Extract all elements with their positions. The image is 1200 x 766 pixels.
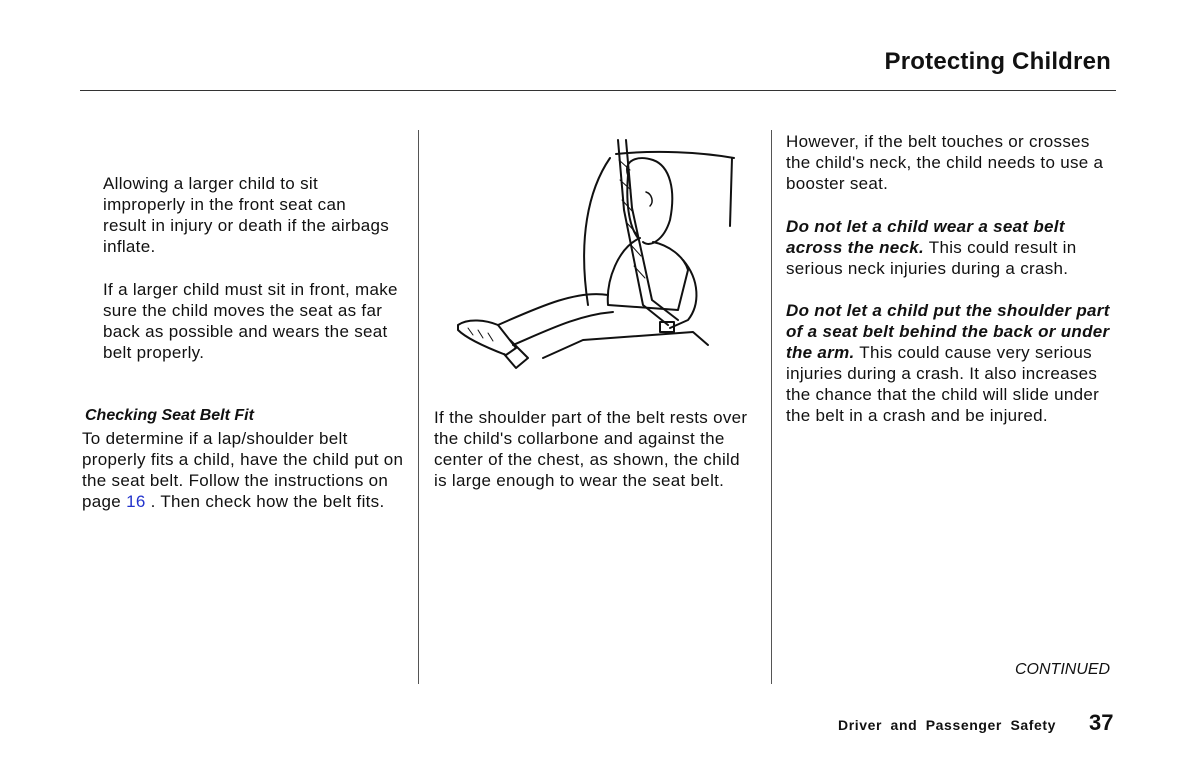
column-divider-left (418, 130, 419, 684)
footer-section-title: Driver and Passenger Safety (838, 717, 1057, 733)
page-link-16[interactable]: 16 (126, 492, 146, 511)
child-seat-belt-illustration (438, 130, 738, 380)
warning-neck-text: This could result in serious neck injuries during a crash. (786, 238, 1077, 278)
continued-label: CONTINUED (1015, 661, 1111, 678)
page-title: Protecting Children (884, 48, 1111, 75)
warning-shoulder-text: This could cause very serious injuries during a crash. It also increases the chance that the child will slide under the belt in a crash and be injured. (786, 343, 1100, 425)
header-divider (80, 90, 1116, 91)
middle-paragraph: If the shoulder part of the belt rests over the child's collarbone and against the center of the chest, as shown, the child is large enough to wear the seat belt. (434, 408, 748, 490)
warning-neck-bold: Do not let a child wear a seat belt across the neck. (786, 217, 1065, 257)
left-paragraph-2: If a larger child must sit in front, make sure the child moves the seat as far back as possible and wears the seat belt properly. (103, 280, 398, 362)
left-paragraph-1: Allowing a larger child to sit improperly in the front seat can result in injury or death if the airbags inflate. (103, 174, 390, 256)
page-number: 37 (1089, 710, 1114, 735)
warning-neck (786, 216, 1116, 279)
column-divider-right (771, 130, 772, 684)
left-paragraph-3-start: To determine if a lap/shoulder belt properly fits a child, have the child put on the seat belt. Follow the instructions on page (82, 429, 404, 511)
subheading-seat-belt-fit: Checking Seat Belt Fit (85, 407, 254, 424)
right-paragraph-1: However, if the belt touches or crosses the child's neck, the child needs to use a booster seat. (786, 132, 1104, 193)
warning-shoulder (786, 300, 1116, 426)
left-paragraph-3 (82, 428, 407, 512)
left-paragraph-3-end: . Then check how the belt fits. (150, 492, 385, 511)
warning-shoulder-bold: Do not let a child put the shoulder part of a seat belt behind the back or under the arm. (786, 301, 1110, 362)
